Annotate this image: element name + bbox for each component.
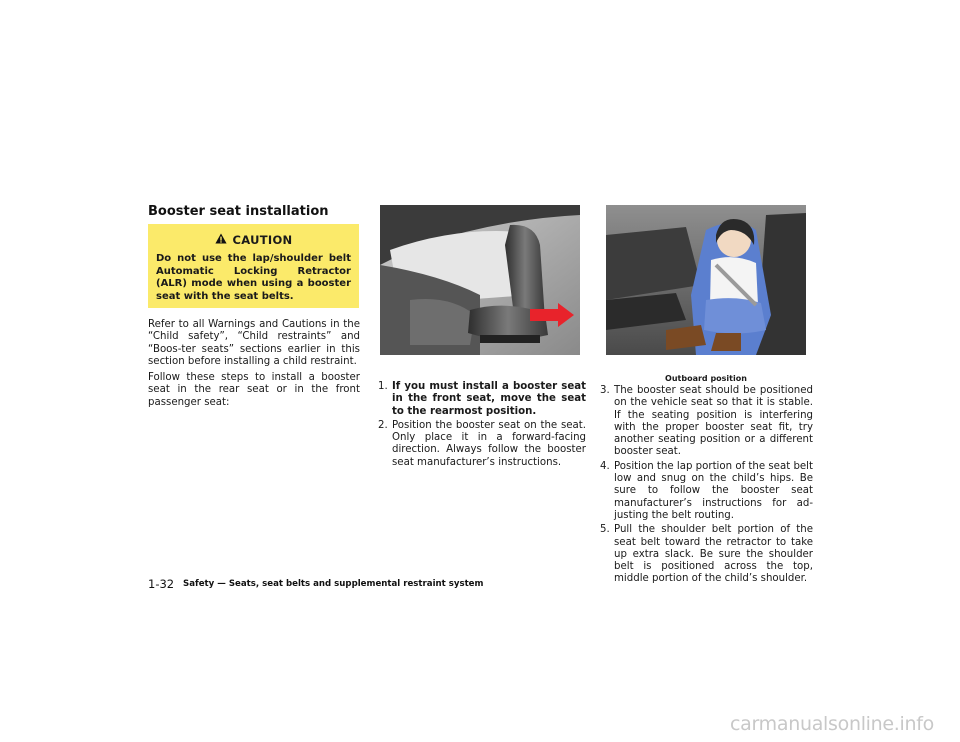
caution-heading (156, 233, 351, 247)
list-item (378, 381, 586, 418)
caution-label: CAUTION (232, 233, 293, 247)
caution-text: Do not use the lap/shoulder belt Automatic Locking Retractor (ALR) mode when using a booster seat with the seat belts. (156, 253, 351, 302)
step-text: The booster seat should be positioned on the vehicle seat so that it is stable. If the seating position is interfering with the proper booster seat fit, try another seating position or a different booster seat. (614, 385, 813, 458)
list-item (600, 461, 813, 522)
footer-title: Safety — Seats, seat belts and supplemental restraint system (183, 579, 484, 589)
step-text: Position the lap portion of the seat belt low and snug on the child’s hips. Be sure to follow the booster seat manufacturer’s instructions for ad-justing the belt routing. (614, 460, 813, 521)
intro-text (148, 319, 360, 413)
watermark-link[interactable]: carmanualsonline.info (730, 713, 934, 735)
page-number: 1-32 (148, 577, 175, 591)
step-number: 3. (600, 385, 610, 396)
step-text: Pull the shoulder belt portion of the seat belt toward the retractor to take up extra slack. Be sure the shoulder belt is positioned across the top, middle portion of the child’s shoulder. (614, 524, 813, 585)
list-item (378, 420, 586, 469)
step-number: 1. (378, 381, 388, 392)
section-title: Booster seat installation (148, 204, 329, 219)
warning-triangle-icon (215, 233, 227, 247)
intro-paragraph-1: Refer to all Warnings and Cautions in the “Child safety”, “Child restraints” and “Boos-ter seats” sections earlier in this section before installing a child restraint. (148, 319, 360, 367)
list-item (600, 385, 813, 459)
step-number: 5. (600, 524, 610, 536)
step-text: If you must install a booster seat in the front seat, move the seat to the rearmost position. (392, 381, 586, 417)
steps-list-2 (600, 385, 813, 588)
step-text: Position the booster seat on the seat. Only place it in a forward-facing direction. Always follow the booster seat manufacturer’s instructions. (392, 419, 586, 468)
step-number: 2. (378, 419, 388, 431)
list-item (600, 524, 813, 585)
caution-box (148, 224, 359, 308)
figure-caption: Outboard position (665, 374, 747, 383)
step-number: 4. (600, 460, 610, 472)
intro-paragraph-2: Follow these steps to install a booster seat in the rear seat or in the front passenger seat: (148, 372, 360, 408)
steps-list-1 (378, 381, 586, 471)
booster-seat-illustration (606, 205, 806, 355)
front-seat-illustration (380, 205, 580, 355)
